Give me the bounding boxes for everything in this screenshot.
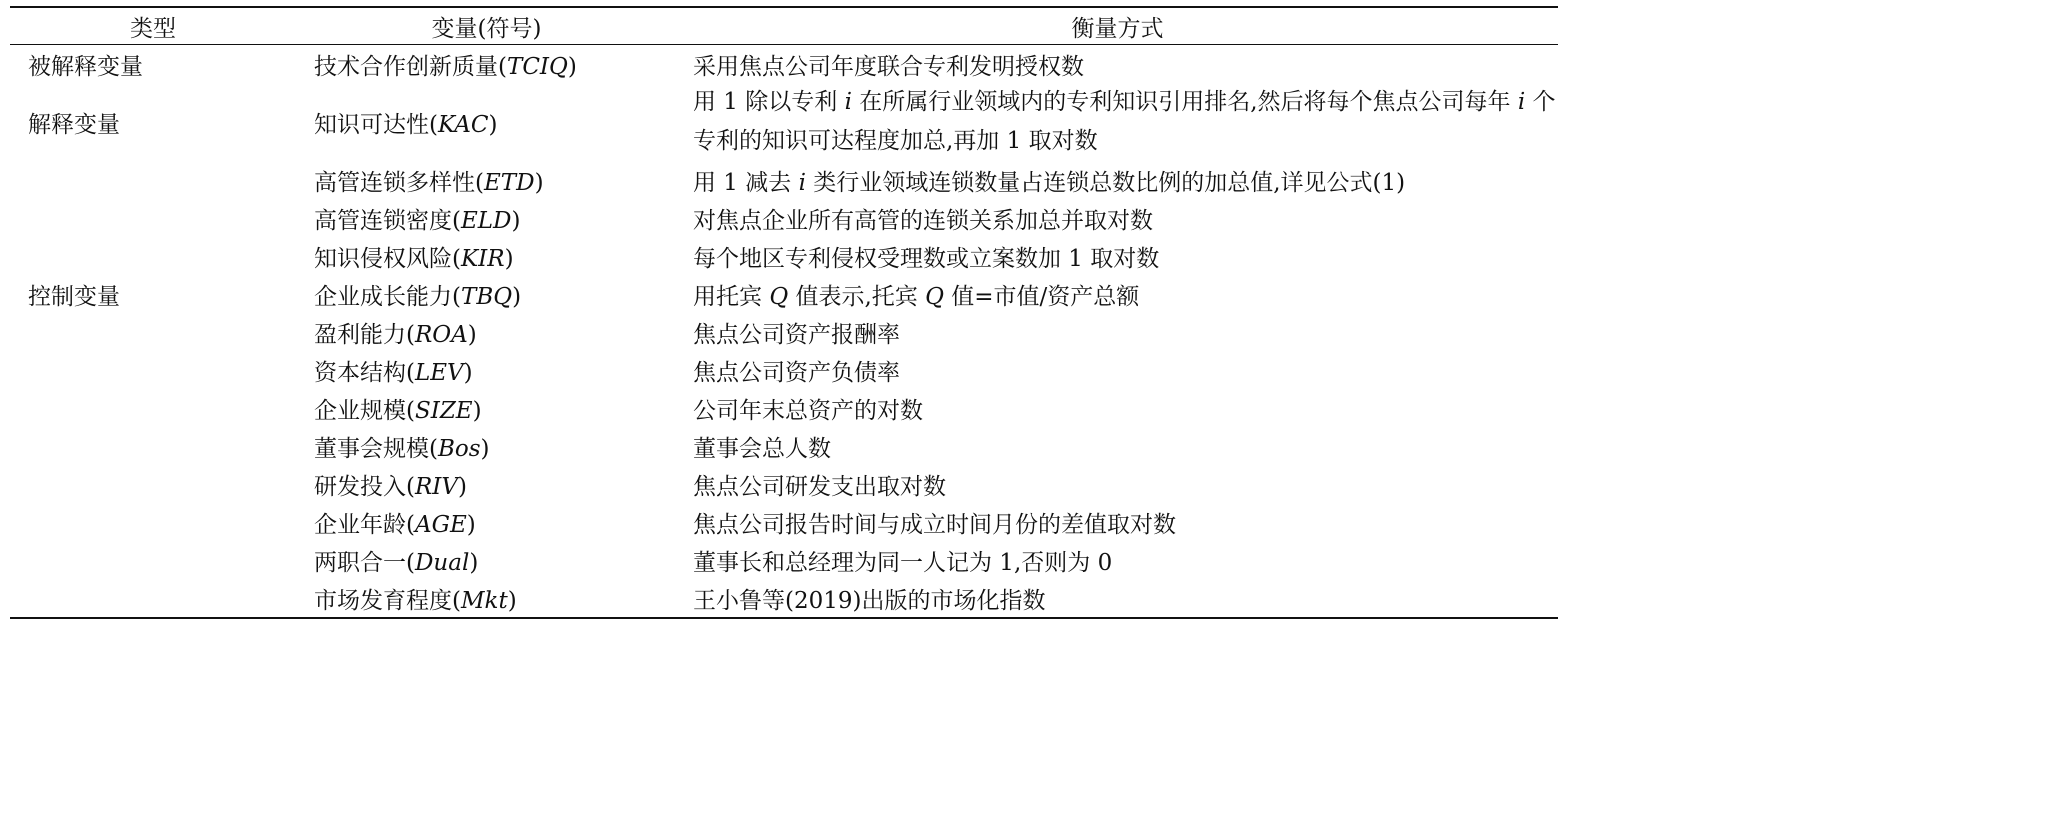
type-cell: [10, 465, 296, 503]
table-row: [10, 503, 1558, 541]
variable-cell: [296, 427, 677, 465]
variable-definition-table: [10, 6, 1558, 619]
measure-cell: 焦点公司研发支出取对数: [693, 473, 946, 500]
variable-name: 资本结构: [314, 359, 406, 386]
header-type: 类型: [130, 15, 176, 42]
type-cell: [10, 503, 296, 541]
type-cell: [10, 313, 296, 351]
measure-text: 用 1 减去: [693, 169, 799, 196]
variable-symbol: SIZE: [414, 397, 473, 424]
table-row: [10, 389, 1558, 427]
variable-name: 企业年龄: [314, 511, 406, 538]
variable-definition-table-container: [10, 6, 1558, 619]
paren-open: (: [406, 473, 415, 500]
variable-cell: [296, 83, 677, 161]
variable-cell: [296, 503, 677, 541]
measure-cell: 董事会总人数: [693, 435, 831, 462]
type-cell: [10, 237, 296, 275]
measure-cell: 公司年末总资产的对数: [693, 397, 923, 424]
measure-cell: [677, 275, 1558, 313]
measure-cell: [677, 161, 1558, 199]
measure-text: 值=市值/资产总额: [943, 283, 1140, 310]
variable-cell: [296, 161, 677, 199]
paren-open: (: [406, 359, 415, 386]
header-measure: 衡量方式: [1071, 15, 1164, 42]
variable-symbol: ETD: [483, 169, 535, 196]
variable-symbol: Dual: [414, 549, 470, 576]
variable-name: 盈利能力: [314, 321, 406, 348]
paren-close: ): [463, 359, 473, 386]
paren-close: ): [504, 245, 514, 272]
variable-cell: [296, 465, 677, 503]
paren-open: (: [452, 283, 461, 310]
variable-name: 企业成长能力: [314, 283, 452, 310]
paren-open: (: [452, 245, 461, 272]
variable-symbol: ELD: [460, 207, 512, 234]
type-cell: [10, 351, 296, 389]
paren-close: ): [472, 397, 482, 424]
paren-close: ): [480, 435, 490, 462]
measure-cell: 对焦点企业所有高管的连锁关系加总并取对数: [693, 207, 1153, 234]
measure-text: 在所属行业领域内的专利知识引用排名,然后将每个焦点公司每年: [851, 89, 1518, 115]
measure-cell: 焦点公司报告时间与成立时间月份的差值取对数: [693, 511, 1176, 538]
variable-cell: [296, 237, 677, 275]
paren-close: ): [488, 111, 498, 138]
variable-symbol: Bos: [437, 435, 481, 462]
paren-open: (: [429, 111, 438, 138]
variable-name: 市场发育程度: [314, 587, 452, 614]
measure-index: i: [798, 169, 806, 196]
variable-symbol: AGE: [414, 511, 467, 538]
measure-text: 用托宾: [693, 283, 770, 310]
variable-name: 企业规模: [314, 397, 406, 424]
table-row: [10, 275, 1558, 313]
paren-close: ): [467, 321, 477, 348]
type-cell: [10, 161, 296, 199]
variable-name: 研发投入: [314, 473, 406, 500]
paren-close: ): [511, 207, 521, 234]
type-cell: 控制变量: [28, 283, 120, 310]
type-cell: [10, 541, 296, 579]
measure-text: 类行业领域连锁数量占连锁总数比例的加总值,详见公式(1): [805, 169, 1406, 196]
measure-index: i: [844, 89, 852, 115]
paren-open: (: [406, 511, 415, 538]
type-cell: [10, 199, 296, 237]
measure-text: 用 1 除以专利: [693, 89, 845, 115]
variable-cell: [296, 199, 677, 237]
variable-name: 高管连锁密度: [314, 207, 452, 234]
variable-cell: [296, 313, 677, 351]
paren-close: ): [534, 169, 544, 196]
table-row: [10, 83, 1558, 161]
measure-cell: 董事长和总经理为同一人记为 1,否则为 0: [693, 549, 1113, 576]
measure-cell: 焦点公司资产报酬率: [693, 321, 900, 348]
variable-symbol: Mkt: [460, 587, 508, 614]
variable-symbol: ROA: [414, 321, 468, 348]
measure-cell: 焦点公司资产负债率: [693, 359, 900, 386]
measure-cell: 每个地区专利侵权受理数或立案数加 1 取对数: [693, 245, 1160, 272]
type-cell: 解释变量: [28, 111, 120, 138]
paren-close: ): [507, 587, 517, 614]
variable-name: 知识可达性: [314, 111, 429, 138]
type-cell: 被解释变量: [28, 53, 143, 80]
measure-index: Q: [769, 283, 789, 310]
paren-open: (: [475, 169, 484, 196]
measure-text: 值表示,托宾: [788, 283, 926, 310]
paren-open: (: [452, 207, 461, 234]
table-header: [10, 7, 1558, 45]
measure-index: i: [1517, 89, 1526, 115]
measure-cell: 王小鲁等(2019)出版的市场化指数: [693, 587, 1046, 614]
variable-name: 董事会规模: [314, 435, 429, 462]
paren-open: (: [406, 321, 415, 348]
variable-cell: [296, 351, 677, 389]
variable-name: 两职合一: [314, 549, 406, 576]
paren-close: ): [567, 53, 577, 80]
table-row: [10, 45, 1558, 84]
paren-close: ): [469, 549, 479, 576]
variable-cell: [296, 579, 677, 618]
table-row: [10, 579, 1558, 618]
measure-text: 个专利的知识可达程度加总,再加 1 取对数: [693, 89, 1556, 154]
table-row: [10, 541, 1558, 579]
table-body: [10, 45, 1558, 619]
variable-cell: [296, 541, 677, 579]
table-row: [10, 161, 1558, 199]
variable-cell: [296, 45, 677, 84]
paren-open: (: [498, 53, 507, 80]
variable-cell: [296, 275, 677, 313]
header-variable: 变量(符号): [431, 15, 542, 42]
variable-symbol: RIV: [414, 473, 458, 500]
type-cell: [10, 389, 296, 427]
paren-close: ): [466, 511, 476, 538]
table-row: [10, 237, 1558, 275]
paren-open: (: [406, 397, 415, 424]
variable-name: 技术合作创新质量: [314, 53, 498, 80]
paren-open: (: [452, 587, 461, 614]
table-row: [10, 313, 1558, 351]
paren-close: ): [512, 283, 522, 310]
paren-close: ): [458, 473, 467, 500]
measure-index: Q: [925, 283, 944, 310]
header-row: [10, 7, 1558, 45]
type-cell: [10, 427, 296, 465]
variable-cell: [296, 389, 677, 427]
variable-symbol: KIR: [460, 245, 505, 272]
variable-name: 高管连锁多样性: [314, 169, 475, 196]
table-row: [10, 427, 1558, 465]
variable-symbol: LEV: [414, 359, 464, 386]
table-row: [10, 199, 1558, 237]
variable-symbol: TCIQ: [506, 53, 568, 80]
variable-symbol: KAC: [437, 111, 489, 138]
measure-cell: [677, 83, 1558, 161]
paren-open: (: [429, 435, 438, 462]
paren-open: (: [406, 549, 415, 576]
variable-symbol: TBQ: [460, 283, 513, 310]
table-row: [10, 465, 1558, 503]
table-row: [10, 351, 1558, 389]
type-cell: [10, 579, 296, 618]
variable-name: 知识侵权风险: [314, 245, 452, 272]
measure-cell: 采用焦点公司年度联合专利发明授权数: [693, 53, 1084, 80]
